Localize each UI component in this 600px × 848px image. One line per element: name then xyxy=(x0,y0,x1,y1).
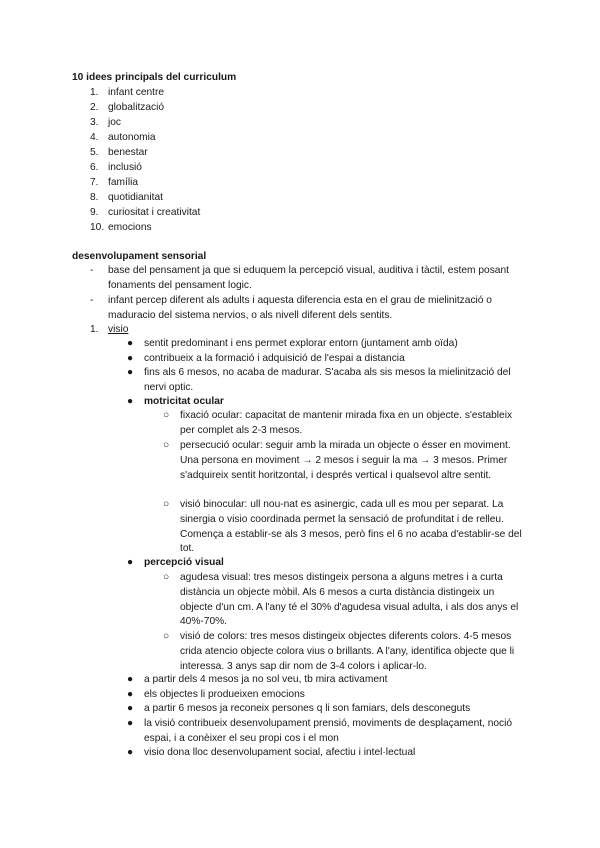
sub-bullet-text: persecució ocular: seguir amb la mirada un objecte o ésser en moviment. Una persona en moviment → 2 mesos i seguir la ma → 3 mesos. Primer s'adquireix sentit horitzontal, i després vertical i qualsevol altre sentit. xyxy=(180,440,511,481)
section-heading-sensorial: desenvolupament sensorial xyxy=(72,251,207,262)
sub-bullet-marker: ○ xyxy=(163,631,170,642)
list-item xyxy=(90,116,550,131)
bullet-item xyxy=(127,352,532,367)
sub-bullet-text: agudesa visual: tres mesos distingeix persona a alguns metres i a curta distància un objecte mòbil. Als 6 mesos a curta distància distingeix un objecte d'un cm. A l'any té el 30% d'agudesa visual adulta, i als dos anys el 40%-70%. xyxy=(180,572,519,628)
list-item xyxy=(90,221,550,236)
list-number: 10. xyxy=(90,222,105,233)
bullet-item xyxy=(127,337,532,352)
sub-bullet-item xyxy=(163,439,523,483)
sub-bullet-text: fixació ocular: capacitat de mantenir mirada fixa en un objecte. s'estableix per complet als 2-3 mesos. xyxy=(180,410,513,436)
sub-bullet-item xyxy=(163,498,523,557)
list-item xyxy=(90,86,550,101)
bullet-text: visio dona lloc desenvolupament social, afectiu i intel·lectual xyxy=(144,747,416,758)
dash-marker: - xyxy=(90,295,94,306)
list-number: 5. xyxy=(90,147,99,158)
bullet-text: a partir 6 mesos ja reconeix persones q li son famiars, dels desconeguts xyxy=(144,703,471,714)
sub-bullet-text: visió binocular: ull nou-nat es asinergic, cada ull es mou per separat. La sinergia o visio coordinada permet la sensació de profunditat i de relleu. Comença a establir-se als 3 mesos, però fins el 6 no acaba d'establir-se del tot. xyxy=(180,499,522,555)
bullet-marker: ● xyxy=(127,703,134,714)
bullet-marker: ● xyxy=(127,718,134,729)
list-item xyxy=(90,101,550,116)
dash-item-text: infant percep diferent als adults i aquesta diferencia esta en el grau de mielinització o maduracio del sistema nervios, o als nivell diferent dels sentits. xyxy=(108,295,492,321)
list-item-text: joc xyxy=(108,117,122,128)
sub-bullet-marker: ○ xyxy=(163,410,170,421)
list-number: 7. xyxy=(90,177,99,188)
bullet-item xyxy=(127,702,532,717)
sub-bullet-marker: ○ xyxy=(163,440,170,451)
bullet-marker: ● xyxy=(127,367,134,378)
percepcio-title: percepció visual xyxy=(144,557,224,568)
dash-item xyxy=(90,264,540,294)
list-item xyxy=(90,206,550,221)
list-number: 1. xyxy=(90,324,99,335)
sub-bullet-marker: ○ xyxy=(163,572,170,583)
list-item-text: emocions xyxy=(108,222,152,233)
sub-bullet-marker: ○ xyxy=(163,499,170,510)
list-number: 1. xyxy=(90,87,99,98)
list-item-text: inclusió xyxy=(108,162,142,173)
list-number: 6. xyxy=(90,162,99,173)
bullet-item xyxy=(127,746,532,761)
section-heading-curriculum: 10 idees principals del curriculum xyxy=(72,72,237,83)
bullet-text: fins als 6 mesos, no acaba de madurar. S'acaba als sis mesos la mielinització del nervi optic. xyxy=(144,367,511,393)
bullet-text: la visió contribueix desenvolupament prensió, moviments de desplaçament, noció espai, i a conèixer el seu propi cos i el mon xyxy=(144,718,513,744)
sub-bullet-item xyxy=(163,409,523,439)
list-item xyxy=(90,161,550,176)
list-item-text: família xyxy=(108,177,139,188)
bullet-marker: ● xyxy=(127,396,134,407)
list-item xyxy=(90,131,550,146)
list-item-text: benestar xyxy=(108,147,148,158)
bullet-marker: ● xyxy=(127,689,134,700)
bullet-text: sentit predominant i ens permet explorar entorn (juntament amb oïda) xyxy=(144,338,458,349)
visio-title: visio xyxy=(108,324,129,335)
sub-bullet-text: visió de colors: tres mesos distingeix objectes diferents colors. 4-5 mesos crida atencio objecte colora vius o brillants. A l'any, identifica objecte que li interessa. 3 anys sap dir nom de 3-4 colors i aplicar-lo. xyxy=(180,631,515,672)
list-item-text: quotidianitat xyxy=(108,192,163,203)
list-item-text: infant centre xyxy=(108,87,165,98)
dash-marker: - xyxy=(90,265,94,276)
percepcio-heading xyxy=(127,556,532,571)
list-number: 4. xyxy=(90,132,99,143)
list-number: 2. xyxy=(90,102,99,113)
bullet-marker: ● xyxy=(127,338,134,349)
list-item-text: globalització xyxy=(108,102,165,113)
list-number: 8. xyxy=(90,192,99,203)
list-item xyxy=(90,176,550,191)
bullet-item xyxy=(127,688,532,703)
dash-item xyxy=(90,294,540,324)
motricitat-heading xyxy=(127,395,532,410)
list-number: 3. xyxy=(90,117,99,128)
dash-item-text: base del pensament ja que si eduquem la percepció visual, auditiva i tàctil, estem posant fonaments del pensament logic. xyxy=(108,265,509,291)
list-item-text: curiositat i creativitat xyxy=(108,207,201,218)
list-item xyxy=(90,146,550,161)
bullet-marker: ● xyxy=(127,557,134,568)
bullet-marker: ● xyxy=(127,674,134,685)
list-item xyxy=(90,191,550,206)
bullet-text: els objectes li produeixen emocions xyxy=(144,689,305,700)
bullet-item xyxy=(127,673,532,688)
visio-heading xyxy=(90,323,540,338)
bullet-item xyxy=(127,366,532,396)
list-item-text: autonomia xyxy=(108,132,156,143)
motricitat-title: motricitat ocular xyxy=(144,396,224,407)
sub-bullet-item xyxy=(163,571,523,630)
bullet-text: a partir dels 4 mesos ja no sol veu, tb mira activament xyxy=(144,674,388,685)
bullet-marker: ● xyxy=(127,747,134,758)
bullet-marker: ● xyxy=(127,353,134,364)
sub-bullet-item xyxy=(163,630,523,674)
bullet-item xyxy=(127,717,532,747)
bullet-text: contribueix a la formació i adquisició de l'espai a distancia xyxy=(144,353,405,364)
list-number: 9. xyxy=(90,207,99,218)
